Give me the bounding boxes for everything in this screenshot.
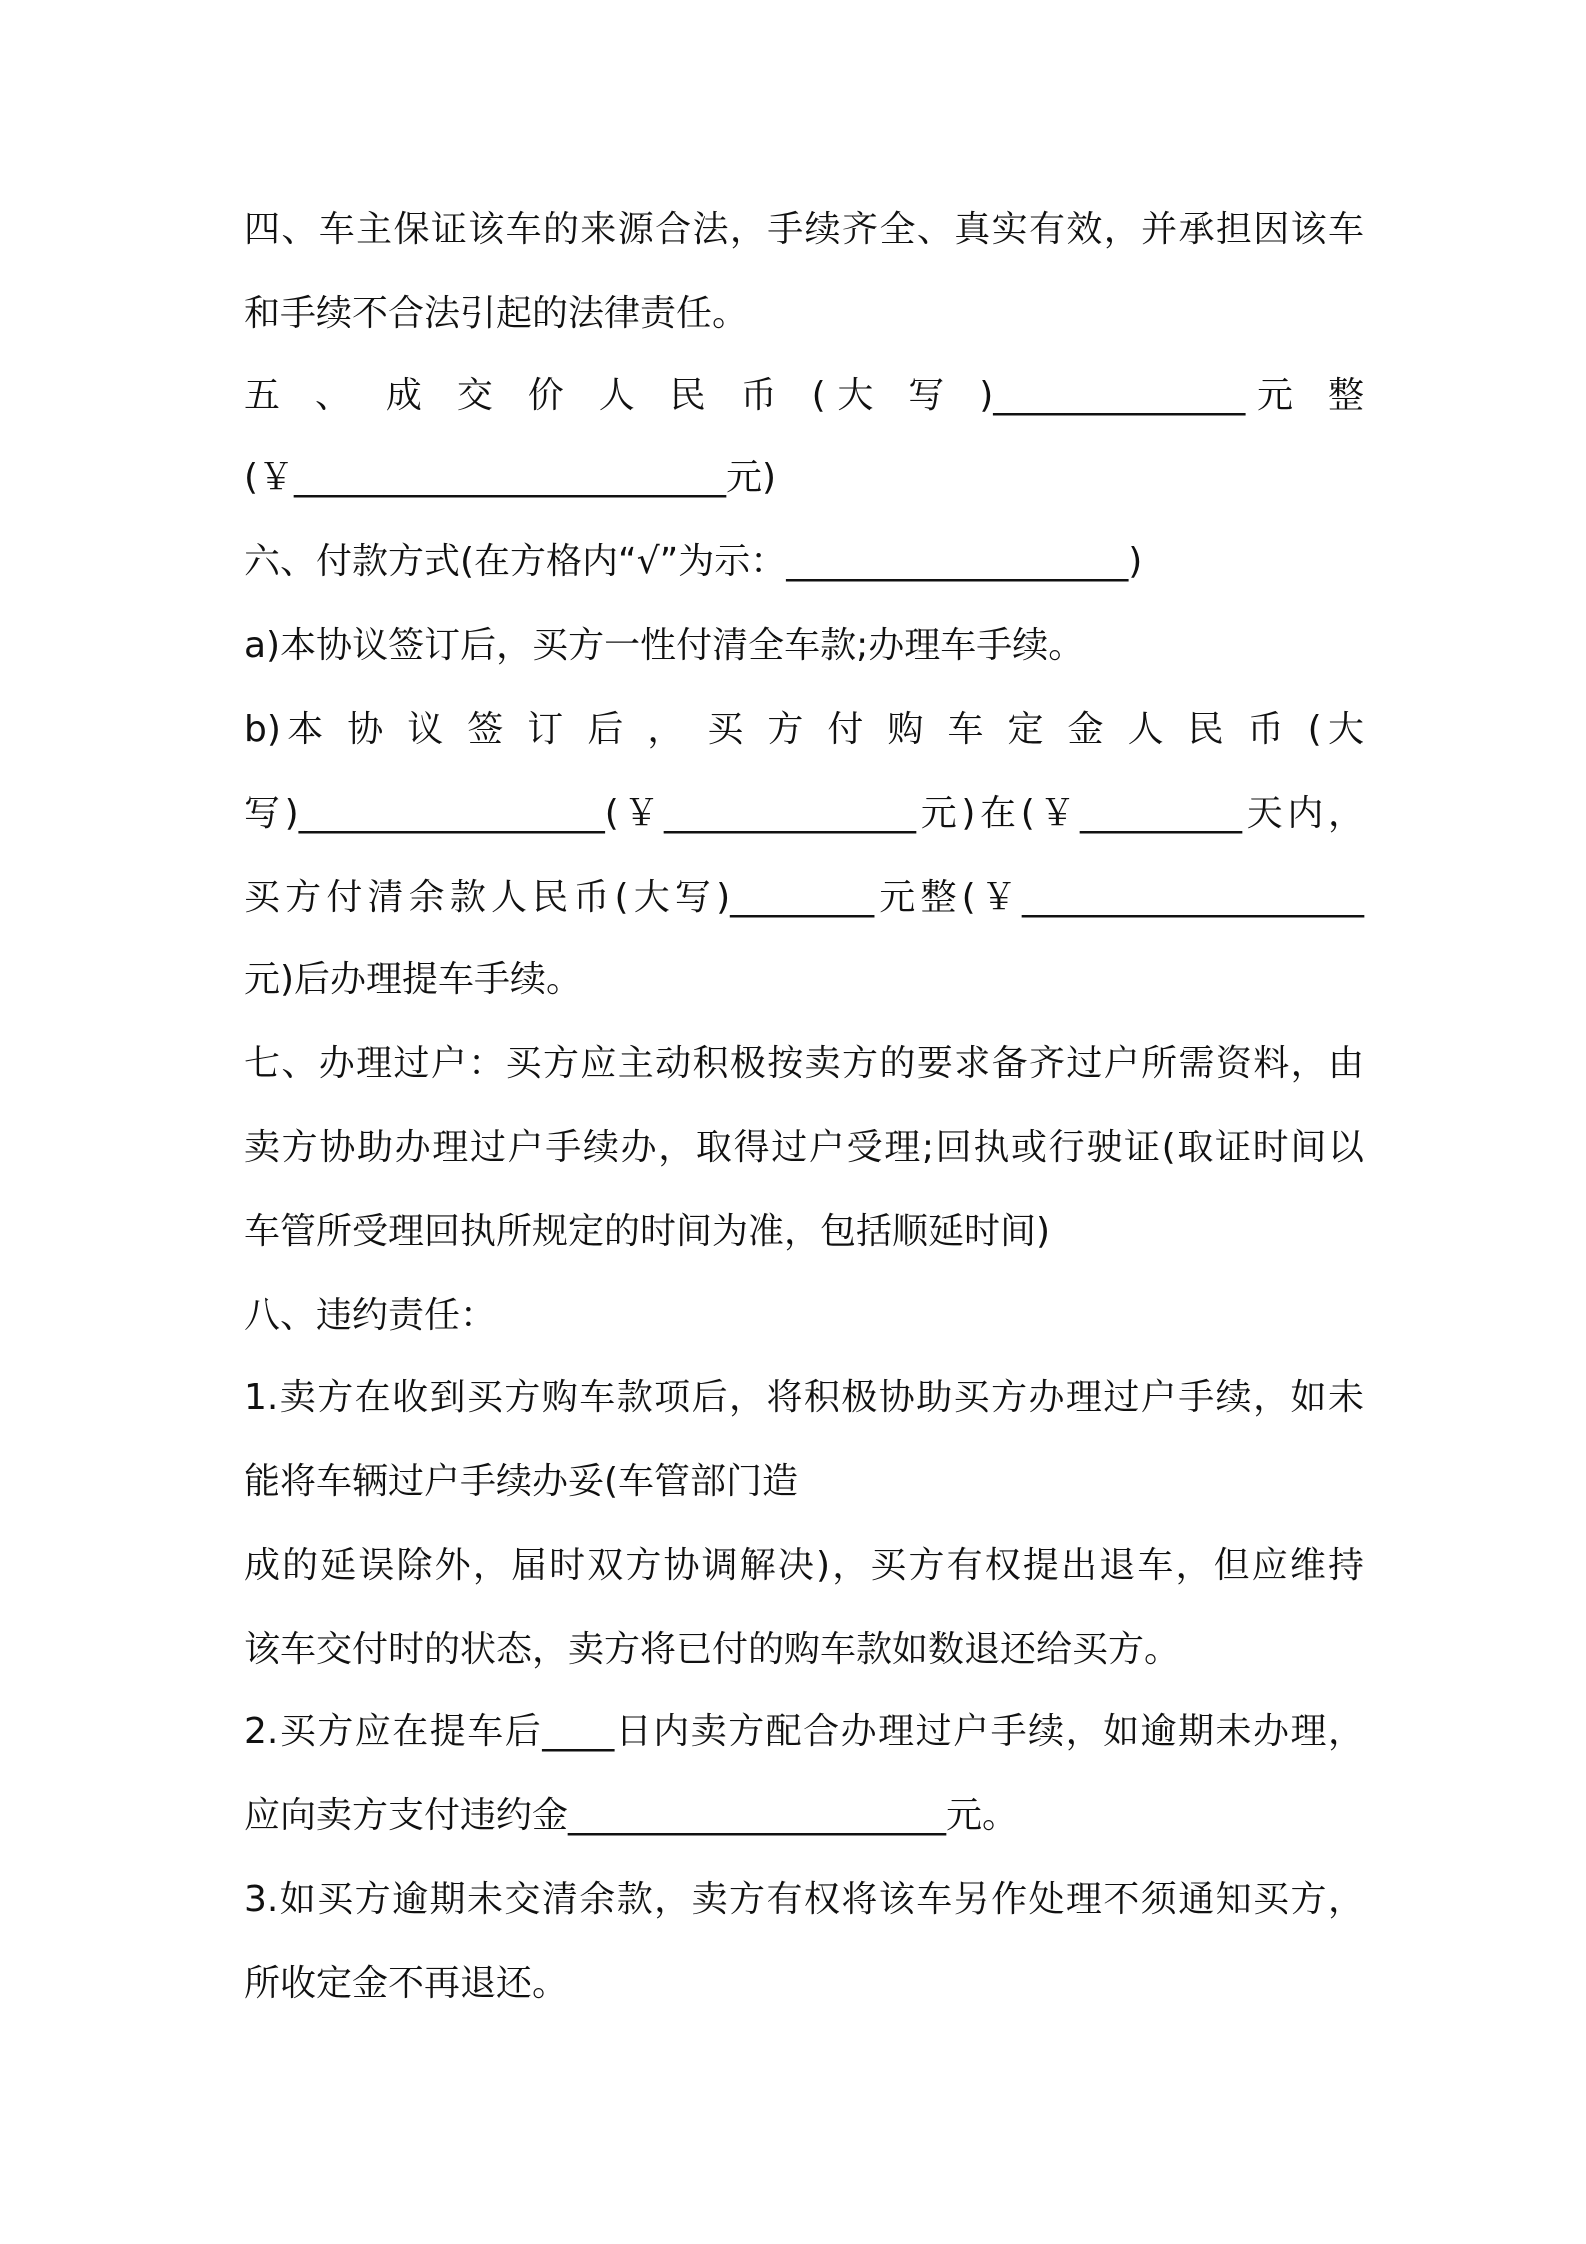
clause-7-line-3: 车管所受理回执所规定的时间为准，包括顺延时间) xyxy=(244,1211,1051,1252)
clause-6-option-b-line-4: 元)后办理提车手续。 xyxy=(244,959,583,1000)
clause-8-item-2-line-2: 应向卖方支付违约金_____________________元。 xyxy=(244,1795,1019,1836)
clause-6-option-b-line-1: b)本 协 议 签 订 后 ， 买 方 付 购 车 定 金 人 民 币 (大 xyxy=(244,709,1364,750)
clause-8-heading: 八、违约责任： xyxy=(244,1295,497,1336)
clause-8-item-3-line-1: 3.如买方逾期未交清余款，卖方有权将该车另作处理不须通知买方， xyxy=(244,1879,1364,1920)
clause-6-option-b-line-2: 写)_________________(￥______________元)在(￥_________天内， xyxy=(244,793,1364,834)
clause-4-line-2: 和手续不合法引起的法律责任。 xyxy=(244,293,749,334)
clause-5-line-1: 五 、 成 交 价 人 民 币 (大 写 )______________元 整 xyxy=(244,375,1364,416)
clause-7-line-2: 卖方协助办理过户手续办，取得过户受理;回执或行驶证(取证时间以 xyxy=(244,1127,1364,1168)
clause-8-item-1-line-4: 该车交付时的状态，卖方将已付的购车款如数退还给买方。 xyxy=(244,1629,1181,1670)
clause-6-heading: 六、付款方式(在方格内“√”为示：___________________) xyxy=(244,541,1143,582)
clause-4-line-1: 四、车主保证该车的来源合法，手续齐全、真实有效，并承担因该车 xyxy=(244,209,1364,250)
clause-6-option-b-line-3: 买方付清余款人民币(大写)________元整(￥___________________ xyxy=(244,877,1364,918)
clause-8-item-1-line-1: 1.卖方在收到买方购车款项后，将积极协助买方办理过户手续，如未 xyxy=(244,1377,1364,1418)
clause-7-line-1: 七、办理过户：买方应主动积极按卖方的要求备齐过户所需资料，由 xyxy=(244,1043,1364,1084)
clause-8-item-2-line-1: 2.买方应在提车后____日内卖方配合办理过户手续，如逾期未办理， xyxy=(244,1711,1364,1752)
clause-5-line-2: (￥________________________元) xyxy=(244,457,777,498)
clause-6-option-a: a)本协议签订后，买方一性付清全车款;办理车手续。 xyxy=(244,625,1085,666)
clause-8-item-1-line-3: 成的延误除外，届时双方协调解决)，买方有权提出退车，但应维持 xyxy=(244,1545,1364,1586)
clause-8-item-1-line-2: 能将车辆过户手续办妥(车管部门造 xyxy=(244,1461,799,1502)
clause-8-item-3-line-2: 所收定金不再退还。 xyxy=(244,1963,569,2004)
